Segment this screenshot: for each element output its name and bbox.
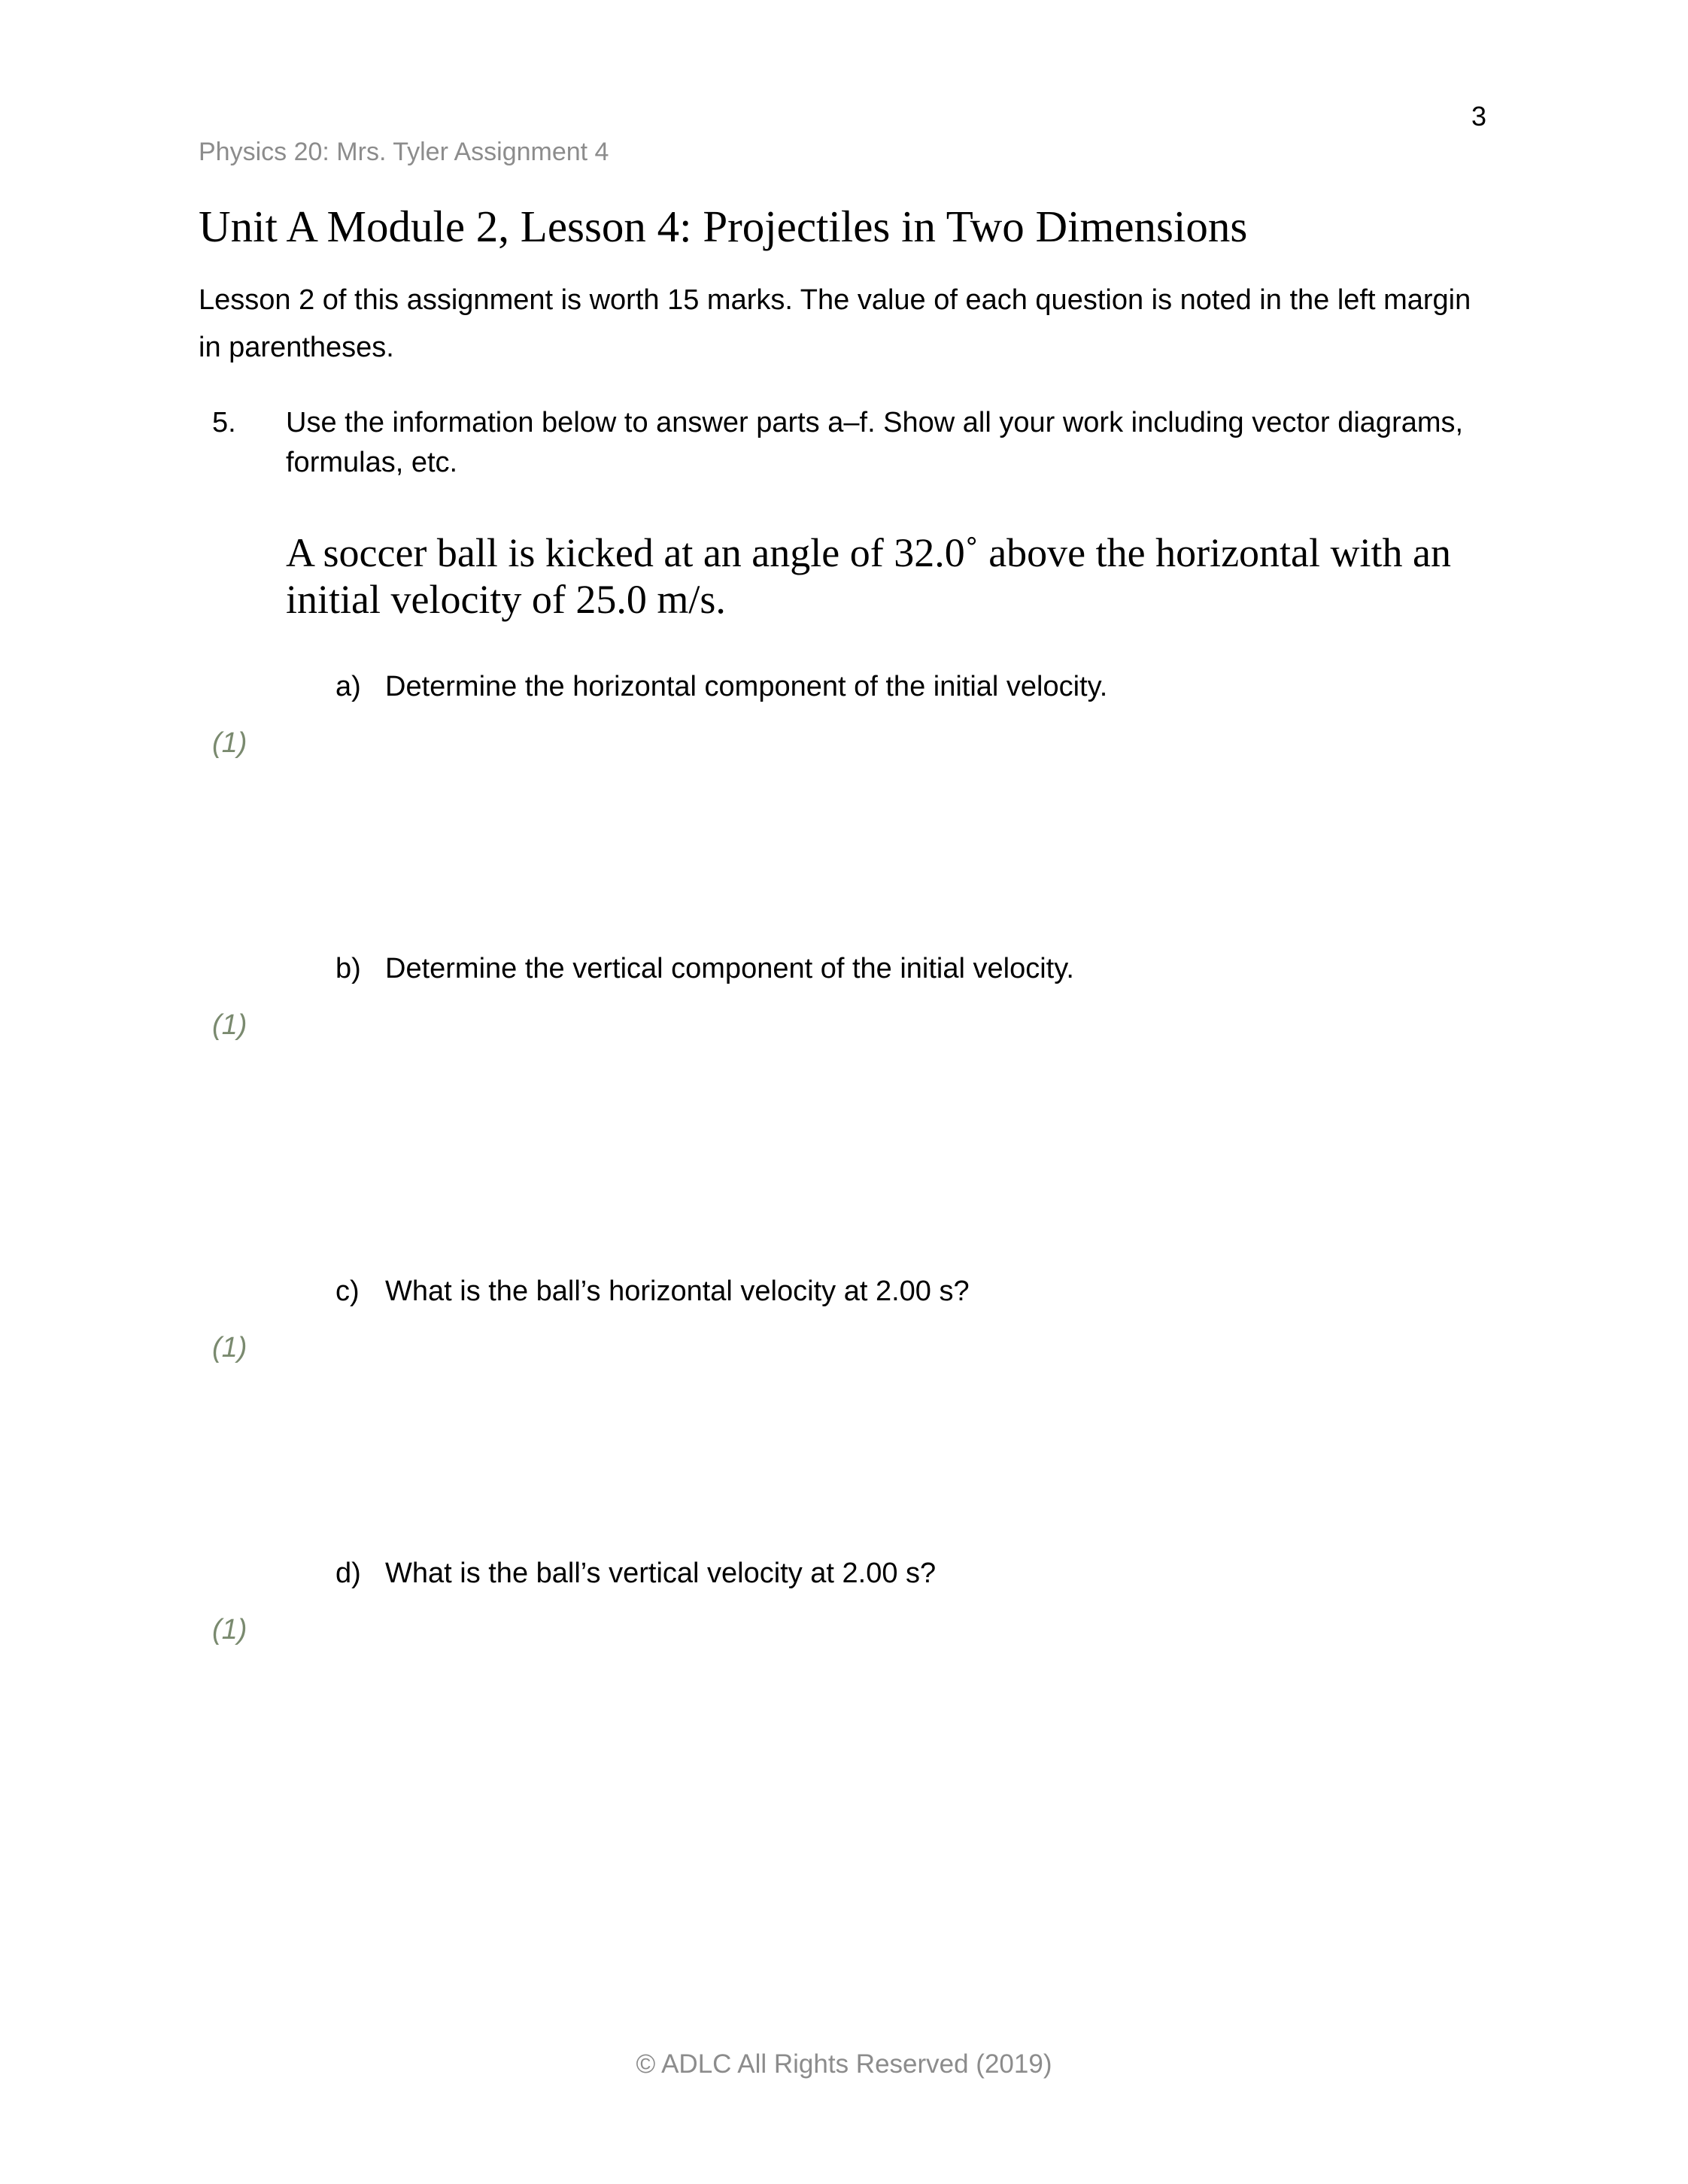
part-c-marks: (1) [212,1332,247,1363]
part-a-letter: a) [335,671,361,702]
part-d-letter: d) [335,1558,361,1589]
page-title: Unit A Module 2, Lesson 4: Projectiles in Two Dimensions [199,202,1248,251]
page-number: 3 [1471,101,1487,132]
document-header: Physics 20: Mrs. Tyler Assignment 4 [199,138,609,166]
part-d-marks: (1) [212,1614,247,1646]
question-instructions: Use the information below to answer parts a–f. Show all your work including vector diagrams, formulas, etc. [286,407,1464,478]
question-scenario: A soccer ball is kicked at an angle of 32.0˚ above the horizontal with an initial velocity of 25.0 m/s. [286,530,1451,622]
part-b-marks: (1) [212,1009,247,1041]
intro-paragraph: Lesson 2 of this assignment is worth 15 marks. The value of each question is noted in the left margin in parentheses. [199,284,1471,363]
part-a-marks: (1) [212,727,247,759]
page-footer: © ADLC All Rights Reserved (2019) [636,2049,1052,2079]
part-c-text: What is the ball’s horizontal velocity at 2.00 s? [385,1276,970,1307]
part-d-text: What is the ball’s vertical velocity at 2.00 s? [385,1558,937,1589]
question-number: 5. [212,407,236,438]
part-b-text: Determine the vertical component of the initial velocity. [385,953,1074,984]
part-c-letter: c) [335,1276,360,1307]
part-b-letter: b) [335,953,361,984]
part-a-text: Determine the horizontal component of the initial velocity. [385,671,1108,702]
